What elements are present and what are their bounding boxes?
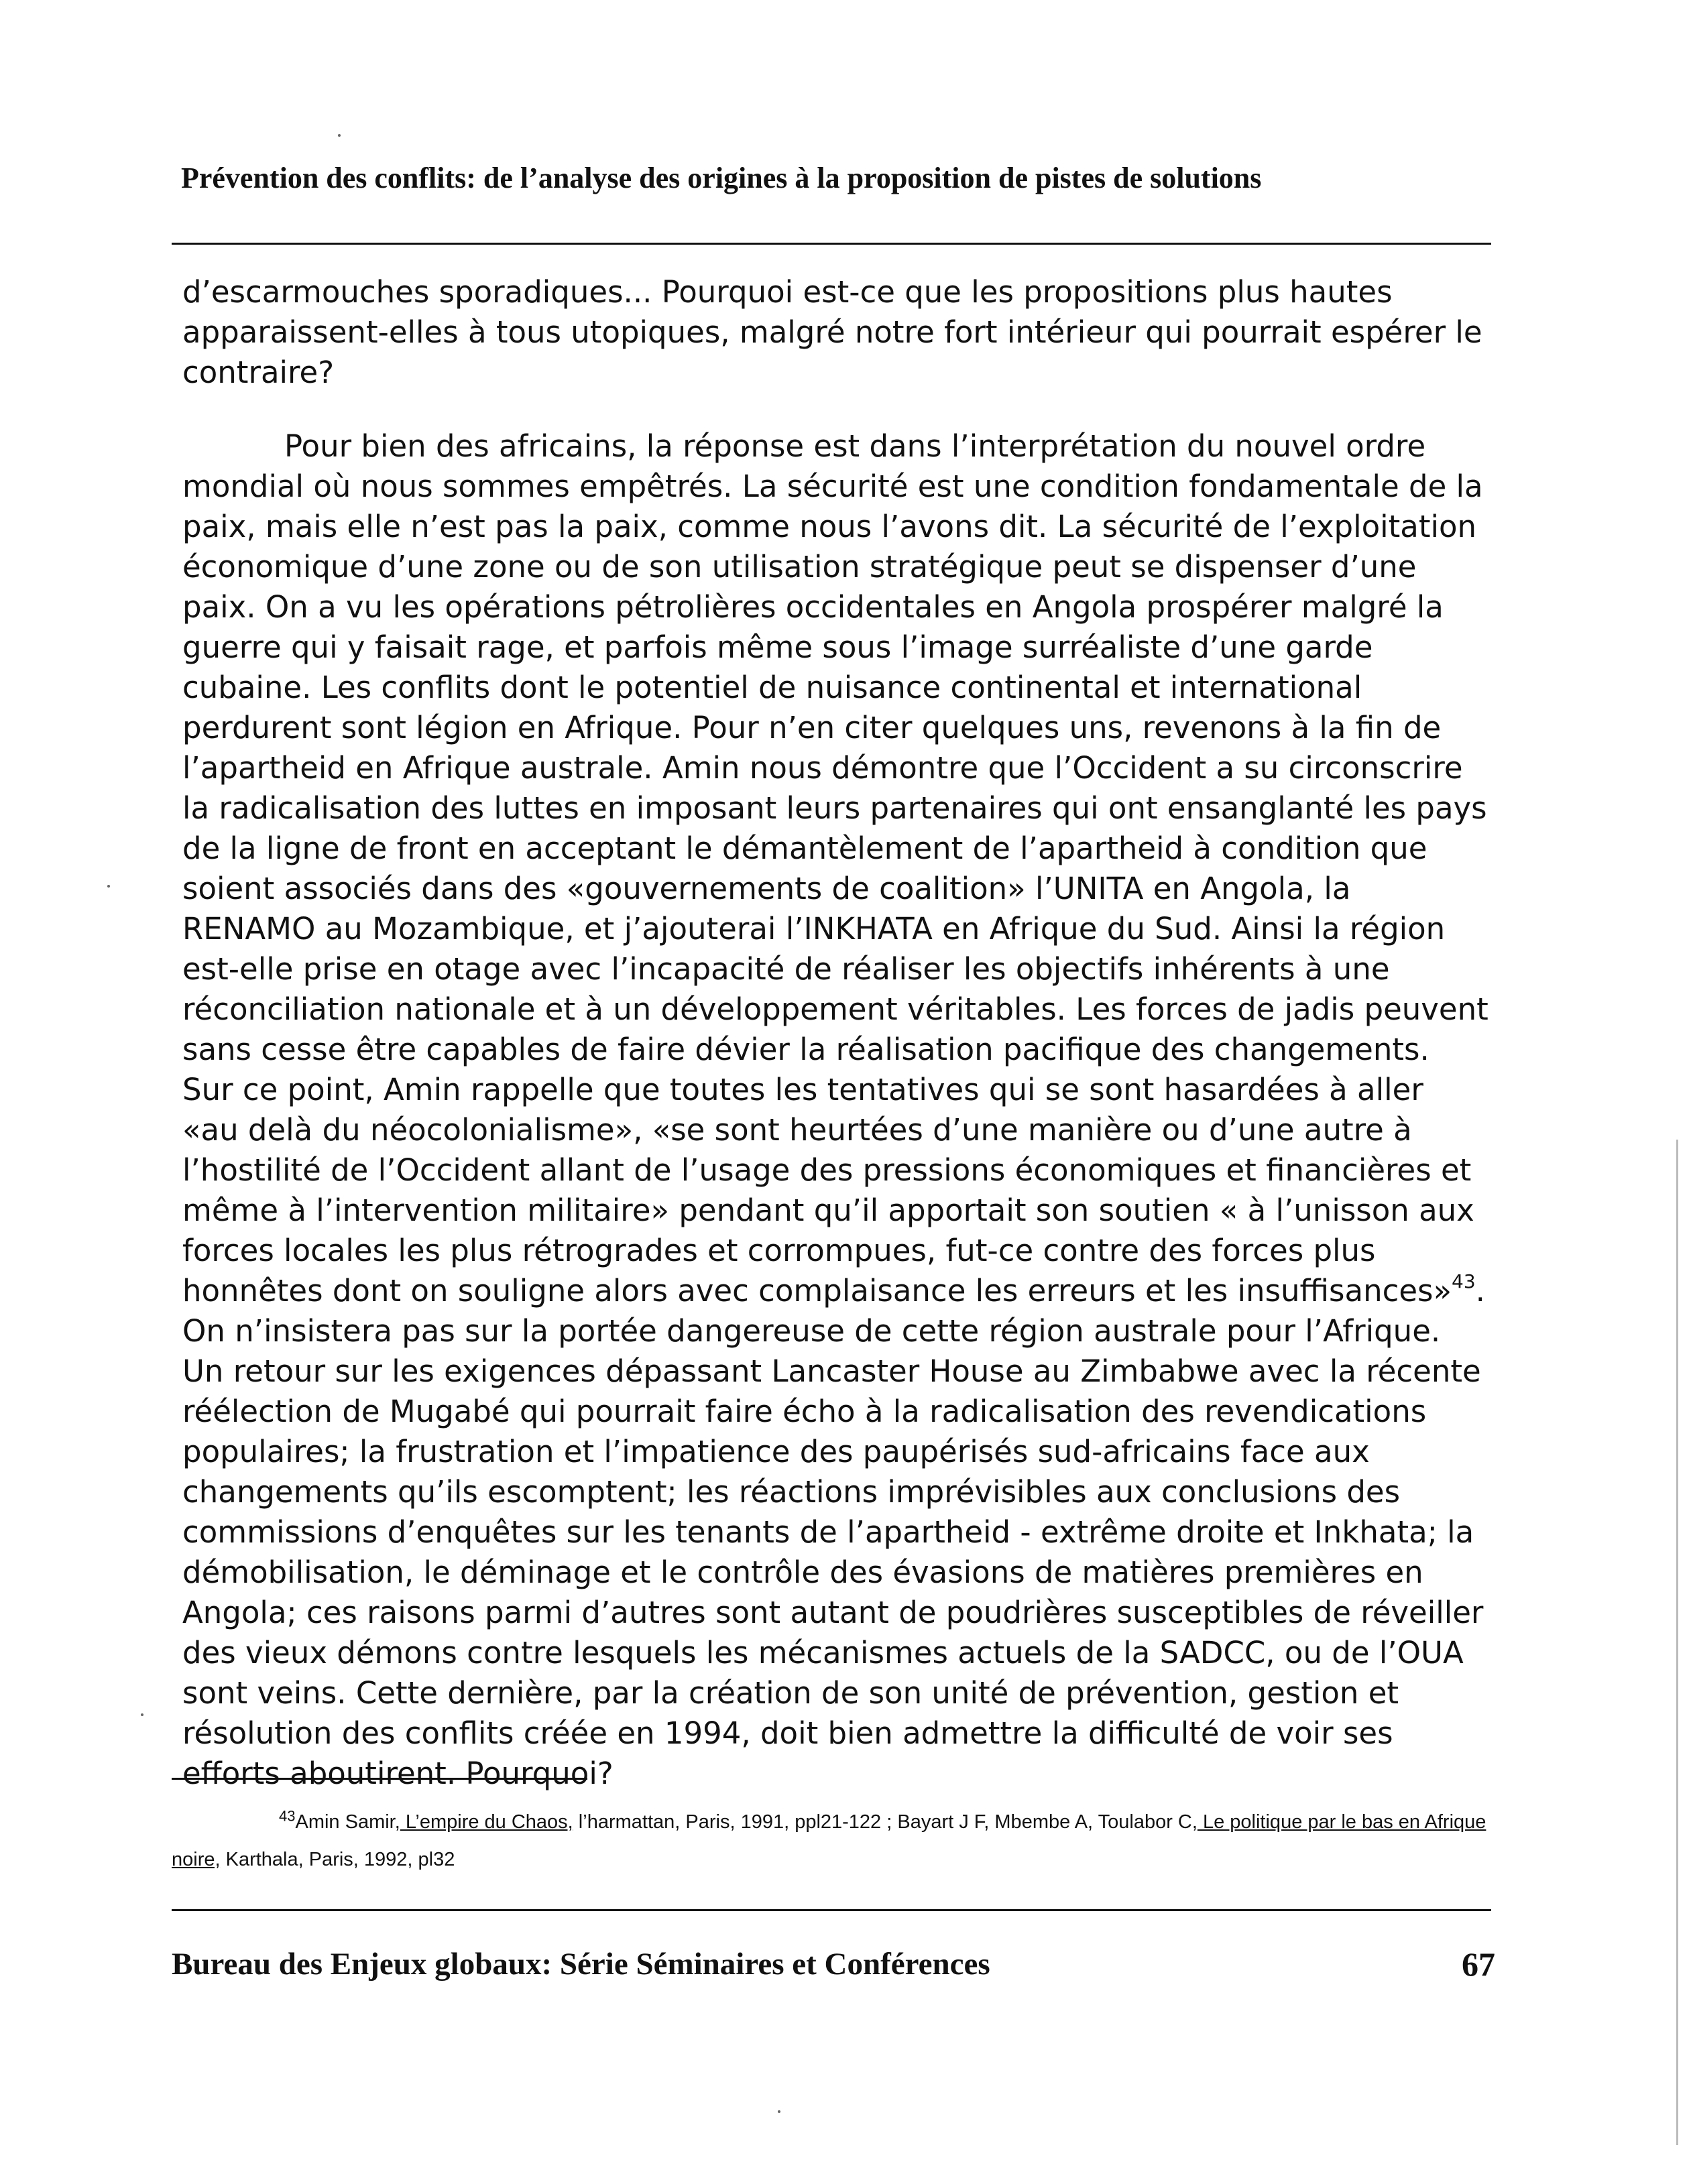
continuation-paragraph: d’escarmouches sporadiques... Pourquoi est-ce que les propositions plus hautes apparaissent-elles à tous utopiques, malgré notre fort intérieur qui pourrait espérer le contraire? <box>182 274 1482 390</box>
footer-series-title: Bureau des Enjeux globaux: Série Séminaires et Conférences <box>172 1947 990 1982</box>
scan-speck <box>141 1713 143 1716</box>
scan-speck <box>778 2110 780 2113</box>
scan-speck <box>338 134 341 137</box>
footnote-title-2: Le politique par le bas en Afrique noire, <box>172 1811 1486 1870</box>
footnote-author: Amin Samir, <box>295 1811 400 1833</box>
footnote-separator <box>172 1778 587 1780</box>
scan-speck <box>107 885 110 888</box>
paragraph-text-after-note: . On n’insistera pas sur la portée dangereuse de cette région australe pour l’Afrique. Un retour sur les exigences dépassant Lancaster House au Zimbabwe avec la récente réélection de Mugabé qui pourrait faire écho à la radicalisation des revendications populaires; la frustration et l’impatience des paupérisés sud-africains face aux changements qu’ils escomptent; les réactions imprévisibles aux conclusions des commissions d’enquêtes sur les tenants de l’apartheid - extrême droite et Inkhata; la démobilisation, le déminage et le contrôle des évasions de matières premières en Angola; ces raisons parmi d’autres sont autant de poudrières susceptibles de réveiller des vieux démons contre lesquels les mécanismes actuels de la SADCC, ou de l’OUA sont veins. Cette dernière, par la création de son unité de prévention, gestion et résolution des conflits créée en 1994, doit bien admettre la difficulté de voir ses efforts aboutirent. Pourquoi? <box>182 1273 1485 1791</box>
footnote <box>172 1803 1506 1878</box>
footnote-publisher-1: l’harmattan, Paris, 1991, ppl21-122 ; Bayart J F, Mbembe A, Toulabor C, <box>573 1811 1198 1833</box>
footnote-reference[interactable]: 43 <box>1452 1270 1476 1292</box>
footnote-title-1: L’empire du Chaos, <box>400 1811 573 1833</box>
footnote-publisher-2: Karthala, Paris, 1992, pl32 <box>220 1849 455 1870</box>
paragraph-text-before-note: Pour bien des africains, la réponse est dans l’interprétation du nouvel ordre mondial où nous sommes empêtrés. La sécurité est une condition fondamentale de la paix, mais elle n’est pas la paix, comme nous l’avons dit. La sécurité de l’exploitation économique d’une zone ou de son utilisation stratégique peut se dispenser d’une paix. On a vu les opérations pétrolières occidentales en Angola prospérer malgré la guerre qui y faisait rage, et parfois même sous l’image surréaliste d’une garde cubaine. Les conflits dont le potentiel de nuisance continental et international perdurent sont légion en Afrique. Pour n’en citer quelques uns, revenons à la fin de l’apartheid en Afrique australe. Amin nous démontre que l’Occident a su circonscrire la radicalisation des luttes en imposant leurs partenaires qui ont ensanglanté les pays de la ligne de front en acceptant le démantèlement de l’apartheid à condition que soient associés dans des «gouvernements de coalition» l’UNITA en Angola, la RENAMO au Mozambique, et j’ajouterai l’INKHATA en Afrique du Sud. Ainsi la région est-elle prise en otage avec l’incapacité de réaliser les objectifs inhérents à une réconciliation nationale et à un développement véritables. Les forces de jadis peuvent sans cesse être capables de faire dévier la réalisation pacifique des changements. Sur ce point, Amin rappelle que toutes les tentatives qui se sont hasardées à aller «au delà du néocolonialisme», «se sont heurtées d’une manière ou d’une autre à l’hostilité de l’Occident allant de l’usage des pressions économiques et financières et même à l’intervention militaire» pendant qu’il apportait son soutien « à l’unisson aux forces locales les plus rétrogrades et corrompues, fut-ce contre des forces plus honnêtes dont on souligne alors avec complaisance les erreurs et les insuffisances» <box>182 428 1488 1309</box>
footer-rule <box>172 1909 1491 1911</box>
main-paragraph <box>182 426 1488 1794</box>
page-number: 67 <box>1462 1945 1495 1983</box>
scan-edge <box>1676 1140 1678 2145</box>
header-rule <box>172 243 1491 245</box>
running-title: Prévention des conflits: de l’analyse des origines à la proposition de pistes de solutions <box>181 162 1262 194</box>
footnote-number: 43 <box>279 1807 296 1825</box>
